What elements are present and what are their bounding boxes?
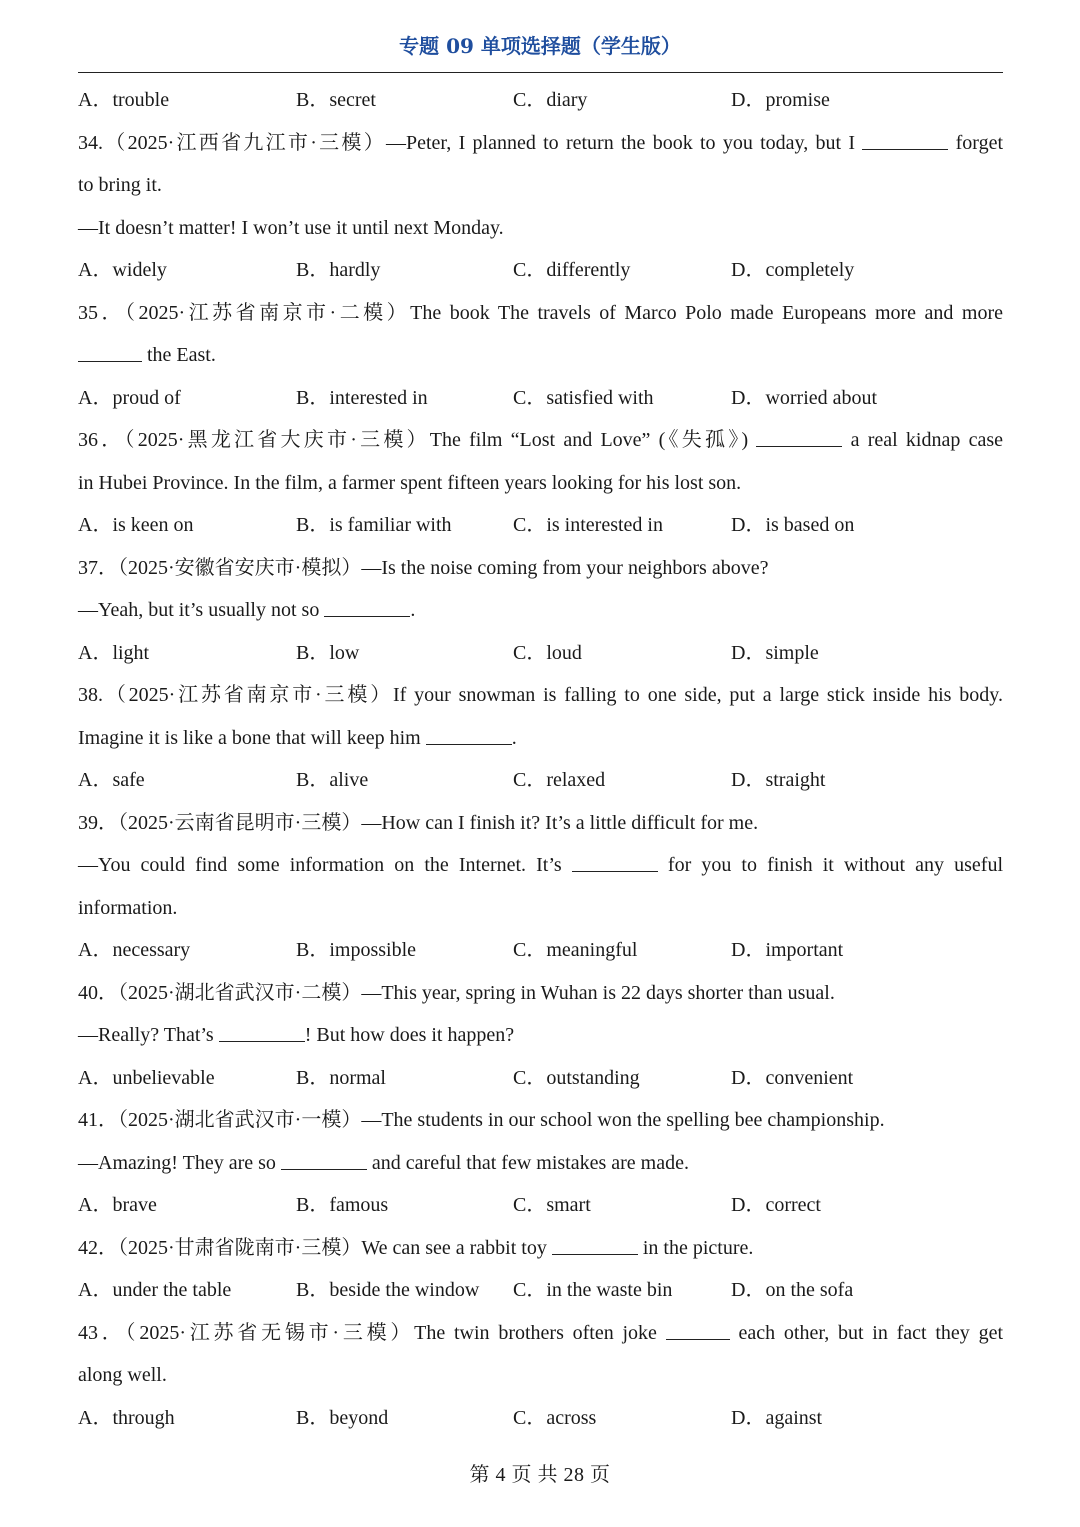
q42-option-a: A．under the table — [78, 1279, 232, 1301]
q34-stem-line-3: —It doesn’t matter! I won’t use it until next Monday. — [78, 216, 504, 239]
q42-option-c: C．in the waste bin — [513, 1279, 673, 1301]
q38-option-b: B．alive — [296, 769, 369, 791]
q37-option-b: B．low — [296, 641, 360, 664]
q38-option-d: D．straight — [731, 769, 826, 791]
q41-option-d: D．correct — [731, 1194, 821, 1216]
q36-stem-line-2: in Hubei Province. In the film, a farmer spent fifteen years looking for his lost son. — [78, 471, 742, 494]
q41-text-cont: and careful that few mistakes are made. — [371, 1151, 689, 1174]
q34-text: 34.（2025·江西省九江市·三模）—Peter, I planned to return the book to you today, but I — [78, 131, 856, 154]
q40-option-c: C．outstanding — [513, 1066, 640, 1089]
q34-answer-blank — [862, 127, 948, 150]
q39-answer-blank — [572, 849, 658, 872]
q35-stem-line-2 — [78, 337, 1003, 380]
q43-text-cont: each other, but in fact they get — [738, 1321, 1004, 1344]
q36-option-a: A．is keen on — [78, 514, 194, 536]
q41-answer-blank — [281, 1147, 367, 1170]
header-divider — [78, 72, 1003, 73]
q38-stem-line-1: 38.（2025·江苏省南京市·三模）If your snowman is falling to one side, put a large stick inside his body. — [78, 684, 1003, 706]
q43-stem-line-1 — [78, 1315, 1003, 1358]
q43-option-a: A．through — [78, 1406, 175, 1429]
q36-option-d: D．is based on — [731, 514, 855, 536]
q38-option-c: C．relaxed — [513, 769, 606, 791]
q39-option-b: B．impossible — [296, 939, 417, 961]
q41-options — [78, 1187, 1003, 1230]
q41-option-c: C．smart — [513, 1194, 591, 1216]
q40-text-cont: ! But how does it happen? — [304, 1024, 515, 1046]
q37-period: . — [410, 599, 416, 621]
q40-stem-line-2 — [78, 1017, 1003, 1060]
q36-option-c: C．is interested in — [513, 514, 663, 536]
q40-text: —Really? That’s — [78, 1024, 214, 1046]
q36-stem-line-1 — [78, 422, 1003, 465]
q35-option-c: C．satisfied with — [513, 386, 654, 409]
q43-option-d: D．against — [731, 1406, 823, 1429]
q38-answer-blank — [426, 722, 512, 745]
q39-options — [78, 932, 1003, 975]
q36-answer-blank — [756, 424, 842, 447]
q42-option-d: D．on the sofa — [731, 1279, 854, 1301]
q35-option-b: B．interested in — [296, 386, 428, 409]
q38-options — [78, 762, 1003, 805]
q40-option-d: D．convenient — [731, 1066, 854, 1089]
q41-option-a: A．brave — [78, 1194, 157, 1216]
q33-option-d: D．promise — [731, 89, 830, 111]
q43-option-b: B．beyond — [296, 1406, 389, 1429]
q42-answer-blank — [552, 1232, 638, 1255]
q39-stem-line-3: information. — [78, 896, 178, 919]
q37-option-a: A．light — [78, 641, 150, 664]
q36-option-b: B．is familiar with — [296, 514, 452, 536]
q38-option-a: A．safe — [78, 769, 145, 791]
q36-text: 36．（2025·黑龙江省大庆市·三模）The film “Lost and Love” (《失孤》) — [78, 429, 749, 451]
q37-stem-line-1: 37．（2025·安徽省安庆市·模拟）—Is the noise coming from your neighbors above? — [78, 556, 769, 579]
q41-stem-line-2 — [78, 1145, 1003, 1188]
q39-option-d: D．important — [731, 939, 844, 961]
q36-text-cont: a real kidnap case — [850, 429, 1003, 451]
q34-option-d: D．completely — [731, 259, 855, 281]
page-number-footer: 第 4 页 共 28 页 — [469, 1464, 611, 1486]
q40-option-b: B．normal — [296, 1066, 386, 1089]
q34-stem-line-1 — [78, 125, 1003, 168]
q43-stem-line-2: along well. — [78, 1364, 167, 1386]
q34-text-cont: forget — [955, 131, 1004, 154]
q34-option-c: C．differently — [513, 259, 631, 281]
q42-options — [78, 1272, 1003, 1315]
q38-text: Imagine it is like a bone that will keep him — [78, 726, 421, 749]
q37-option-c: C．loud — [513, 641, 582, 664]
q35-answer-blank — [78, 339, 142, 362]
q33-option-a: A．trouble — [78, 89, 170, 111]
q41-option-b: B．famous — [296, 1194, 389, 1216]
q43-answer-blank — [666, 1317, 730, 1340]
q39-stem-line-1: 39．（2025·云南省昆明市·三模）—How can I finish it? It’s a little difficult for me. — [78, 811, 759, 834]
q34-option-b: B．hardly — [296, 259, 381, 281]
q34-options — [78, 252, 1003, 295]
q33-options — [78, 82, 1003, 125]
q41-stem-line-1: 41．（2025·湖北省武汉市·一模）—The students in our school won the spelling bee championship. — [78, 1109, 885, 1131]
q40-answer-blank — [219, 1019, 305, 1042]
q37-answer-blank — [324, 594, 410, 617]
q39-stem-line-2 — [78, 847, 1003, 890]
q35-stem-line-1: 35．（2025·江苏省南京市·二模）The book The travels of Marco Polo made Europeans more and more — [78, 301, 1003, 324]
q43-options — [78, 1400, 1003, 1443]
q37-text: —Yeah, but it’s usually not so — [78, 599, 320, 621]
q41-text: —Amazing! They are so — [78, 1151, 276, 1174]
q37-options — [78, 635, 1003, 678]
q33-option-c: C．diary — [513, 89, 588, 111]
q40-option-a: A．unbelievable — [78, 1066, 215, 1089]
q37-stem-line-2 — [78, 592, 1003, 635]
q39-option-c: C．meaningful — [513, 939, 638, 961]
q40-stem-line-1: 40．（2025·湖北省武汉市·二模）—This year, spring in Wuhan is 22 days shorter than usual. — [78, 981, 835, 1004]
q37-option-d: D．simple — [731, 641, 819, 664]
question-list — [78, 82, 1003, 1442]
q42-option-b: B．beside the window — [296, 1279, 480, 1301]
q35-options — [78, 380, 1003, 423]
page-header-title: 专题 09 单项选择题（学生版） — [399, 34, 681, 58]
q34-option-a: A．widely — [78, 259, 167, 281]
q38-stem-line-2 — [78, 720, 1003, 763]
q39-text: —You could find some information on the Internet. It’s — [78, 854, 562, 876]
q35-option-a: A．proud of — [78, 386, 181, 409]
q39-text-cont: for you to finish it without any useful — [667, 854, 1004, 876]
q43-text: 43．（2025·江苏省无锡市·三模）The twin brothers often joke — [78, 1321, 657, 1344]
q36-options — [78, 507, 1003, 550]
q42-text: 42．（2025·甘肃省陇南市·三模）We can see a rabbit toy — [78, 1236, 547, 1259]
q35-text-cont: the East. — [147, 344, 216, 366]
q35-option-d: D．worried about — [731, 386, 878, 409]
q33-option-b: B．secret — [296, 89, 376, 111]
q43-option-c: C．across — [513, 1406, 597, 1429]
q42-stem-line-1 — [78, 1230, 1003, 1273]
q42-text-cont: in the picture. — [642, 1236, 754, 1259]
q40-options — [78, 1060, 1003, 1103]
q39-option-a: A．necessary — [78, 939, 191, 961]
q38-period: . — [511, 726, 517, 749]
q34-stem-line-2: to bring it. — [78, 174, 162, 196]
